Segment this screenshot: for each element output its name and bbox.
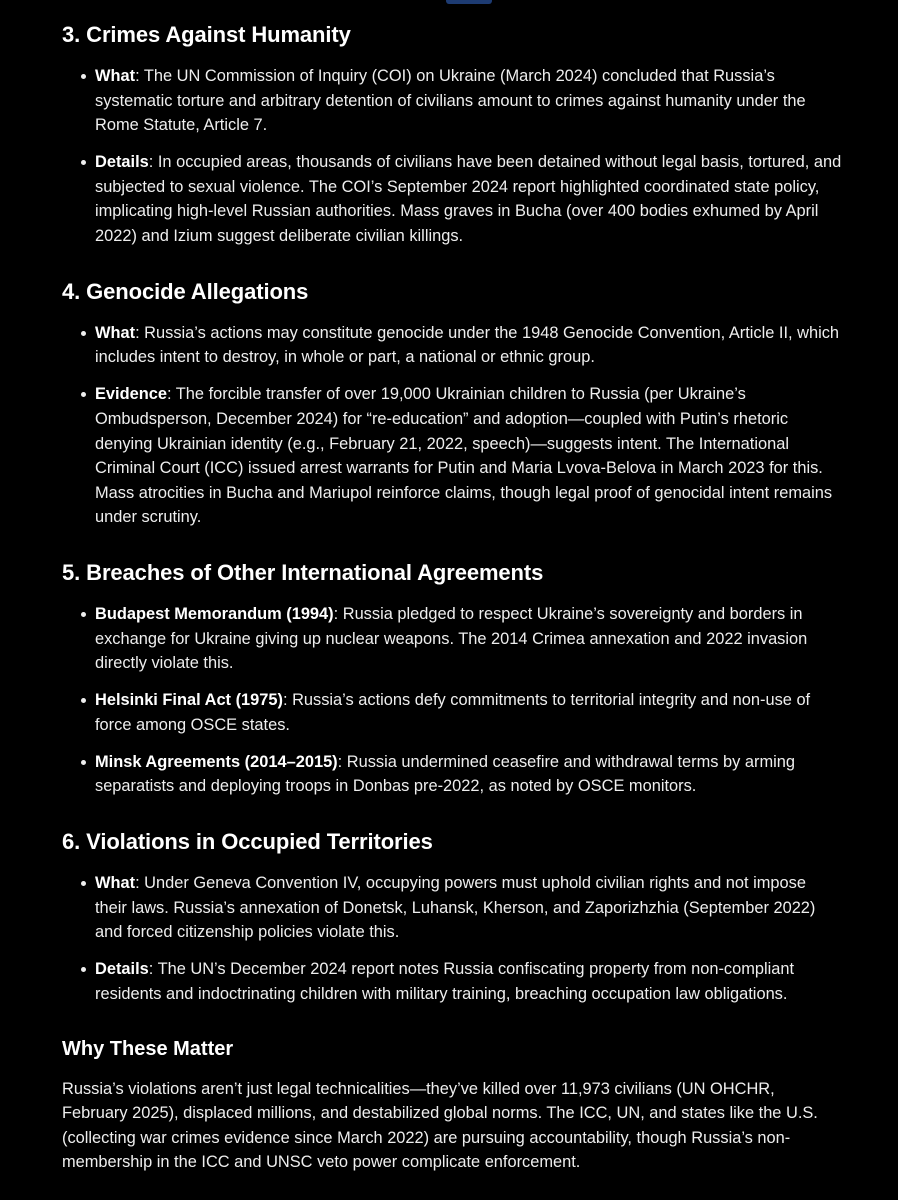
item-separator: :	[282, 691, 293, 710]
item-label: Minsk Agreements (2014–2015)	[95, 752, 338, 771]
item-text: Russia’s actions defy commitments to territorial integrity and non-use of force among OSCE states.	[95, 691, 811, 734]
section-heading-breaches-of-agreements: 5. Breaches of Other International Agreements	[62, 559, 544, 585]
list-item	[95, 750, 842, 799]
item-separator: :	[333, 604, 343, 623]
list-item	[95, 688, 842, 737]
list-item	[95, 382, 842, 530]
list-item	[95, 871, 842, 945]
list-item	[95, 150, 842, 248]
response-content	[62, 20, 842, 1175]
item-separator: :	[135, 874, 145, 893]
item-text: Under Geneva Convention IV, occupying powers must uphold civilian rights and not impose their laws. Russia’s annexation of Donetsk, Luhansk, Kherson, and Zaporizhzhia (September 2022) and forced citizenship policies violate this.	[95, 874, 816, 942]
section-heading-genocide-allegations: 4. Genocide Allegations	[62, 278, 309, 304]
why-these-matter-paragraph: Russia’s violations aren’t just legal technicalities—they’ve killed over 11,973 civilians (UN OHCHR, February 2025), displaced millions, and destabilized global norms. The ICC, UN, and states like the U.S. (collecting war crimes evidence since March 2022) are pursuing accountability, though Russia’s non-membership in the ICC and UNSC veto power complicate enforcement.	[62, 1079, 818, 1172]
list-item	[95, 64, 842, 138]
section-heading-crimes-against-humanity: 3. Crimes Against Humanity	[62, 22, 351, 47]
section-heading-occupied-territories: 6. Violations in Occupied Territories	[62, 829, 433, 855]
item-text: Russia pledged to respect Ukraine’s sovereignty and borders in exchange for Ukraine giving up nuclear weapons. The 2014 Crimea annexation and 2022 invasion directly violate this.	[95, 604, 808, 673]
item-label: Helsinki Final Act (1975)	[95, 691, 283, 710]
item-label: What	[95, 67, 136, 85]
item-separator: :	[166, 385, 176, 404]
item-label: What	[95, 323, 136, 342]
item-label: What	[95, 874, 136, 893]
scroll-to-top-tab[interactable]	[446, 0, 492, 4]
section-list-crimes-against-humanity	[62, 64, 842, 249]
item-label: Budapest Memorandum (1994)	[95, 604, 334, 623]
item-label: Details	[95, 153, 149, 172]
list-item	[95, 957, 842, 1006]
list-item	[95, 602, 842, 676]
item-text: The forcible transfer of over 19,000 Ukrainian children to Russia (per Ukraine’s Ombudsperson, December 2024) for “re-education” and adoption—coupled with Putin’s rhetoric denying Ukrainian identity (e.g., February 21, 2022, speech)—suggests intent. The International Criminal Court (ICC) issued arrest warrants for Putin and Maria Lvova-Belova in March 2023 for this. Mass atrocities in Bucha and Mariupol reinforce claims, though legal proof of genocidal intent remains under scrutiny.	[95, 385, 833, 527]
item-separator: :	[135, 323, 145, 342]
item-text: Russia’s actions may constitute genocide under the 1948 Genocide Convention, Article II, which includes intent to destroy, in whole or part, a national or ethnic group.	[95, 323, 840, 367]
item-text: The UN’s December 2024 report notes Russia confiscating property from non-compliant residents and indoctrinating children with military training, breaching occupation law obligations.	[95, 960, 795, 1003]
item-text: Russia undermined ceasefire and withdrawal terms by arming separatists and deploying troops in Donbas pre-2022, as noted by OSCE monitors.	[95, 752, 795, 796]
item-separator: :	[135, 67, 144, 85]
item-text: In occupied areas, thousands of civilians have been detained without legal basis, tortured, and subjected to sexual violence. The COI’s September 2024 report highlighted coordinated state policy, implicating high-level Russian authorities. Mass graves in Bucha (over 400 bodies exhumed by April 2022) and Izium suggest deliberate civilian killings.	[95, 153, 842, 246]
section-list-genocide-allegations	[62, 321, 842, 530]
list-item	[95, 321, 842, 370]
item-label: Evidence	[95, 385, 167, 404]
item-separator: :	[148, 153, 158, 172]
item-label: Details	[95, 960, 149, 979]
item-separator: :	[337, 752, 347, 771]
why-these-matter-heading: Why These Matter	[62, 1037, 234, 1060]
item-separator: :	[148, 960, 158, 979]
section-list-breaches-of-agreements	[62, 602, 842, 799]
section-list-occupied-territories	[62, 871, 842, 1006]
item-text: The UN Commission of Inquiry (COI) on Ukraine (March 2024) concluded that Russia’s systematic torture and arbitrary detention of civilians amount to crimes against humanity under the Rome Statute, Article 7.	[95, 67, 806, 135]
